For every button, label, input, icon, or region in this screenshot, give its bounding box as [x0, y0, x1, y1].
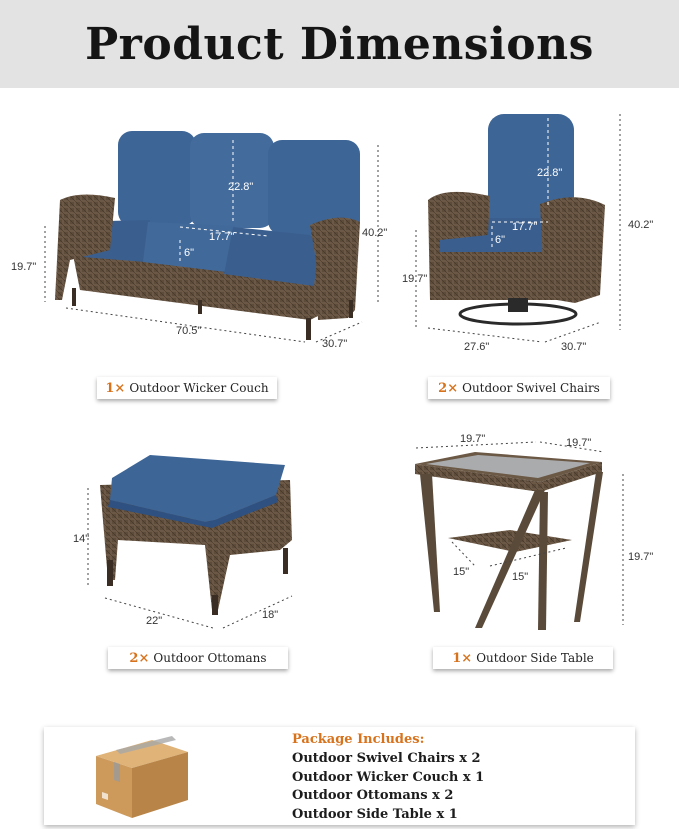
table-depth-dim: 19.7"	[566, 437, 592, 449]
chair-height-dim: 40.2"	[628, 219, 654, 231]
item-name: Outdoor Ottomans	[153, 651, 267, 665]
package-line: Outdoor Side Table x 1	[292, 806, 458, 822]
side-table-illustration	[415, 433, 653, 630]
package-line: Outdoor Swivel Chairs x 2	[292, 751, 481, 766]
couch-illustration	[11, 131, 387, 350]
chair-seat-height-dim: 19.7"	[402, 273, 428, 285]
header-banner	[0, 0, 679, 88]
table-shelf-depth-dim: 15"	[512, 571, 529, 583]
package-list	[292, 750, 484, 824]
couch-seat-height-dim: 19.7"	[11, 261, 37, 273]
couch-seat-depth-dim: 17.7"	[209, 231, 235, 243]
ottoman-height-dim: 14"	[73, 533, 90, 545]
chair-depth-dim: 30.7"	[561, 341, 587, 353]
ottoman-width-dim: 22"	[146, 615, 163, 627]
package-includes-panel	[44, 727, 635, 825]
package-line: Outdoor Wicker Couch x 1	[292, 769, 485, 785]
couch-cushion-dim: 6"	[184, 247, 195, 259]
item-qty: 1×	[105, 380, 126, 396]
item-qty: 2×	[129, 650, 150, 666]
couch-back-dim: 22.8"	[228, 181, 254, 193]
item-qty: 1×	[452, 650, 473, 666]
item-name: Outdoor Side Table	[476, 651, 594, 665]
table-height-dim: 19.7"	[628, 551, 654, 563]
chair-cushion-dim: 6"	[495, 234, 506, 246]
package-title: Package Includes:	[292, 732, 425, 747]
item-qty: 2×	[438, 380, 459, 396]
item-name: Outdoor Wicker Couch	[129, 381, 269, 395]
couch-height-dim: 40.2"	[362, 227, 388, 239]
ottoman-depth-dim: 18"	[262, 609, 279, 621]
item-name: Outdoor Swivel Chairs	[462, 381, 600, 395]
table-width-dim: 19.7"	[460, 433, 486, 445]
couch-width-dim: 70.5"	[176, 325, 202, 337]
chair-back-dim: 22.8"	[537, 167, 563, 179]
item-label-side-table	[433, 647, 613, 669]
swivel-chair-illustration	[402, 114, 653, 353]
page-title: Product Dimensions	[85, 18, 594, 70]
table-shelf-width-dim: 15"	[453, 566, 470, 578]
item-label-couch	[97, 377, 277, 399]
chair-width-dim: 27.6"	[464, 341, 490, 353]
cardboard-box-icon	[92, 732, 192, 820]
ottoman-illustration	[73, 455, 292, 628]
package-line: Outdoor Ottomans x 2	[292, 788, 454, 803]
item-label-swivel-chairs	[428, 377, 610, 399]
couch-depth-dim: 30.7"	[322, 338, 348, 350]
item-label-ottomans	[108, 647, 288, 669]
chair-seat-depth-dim: 17.7"	[512, 221, 538, 233]
